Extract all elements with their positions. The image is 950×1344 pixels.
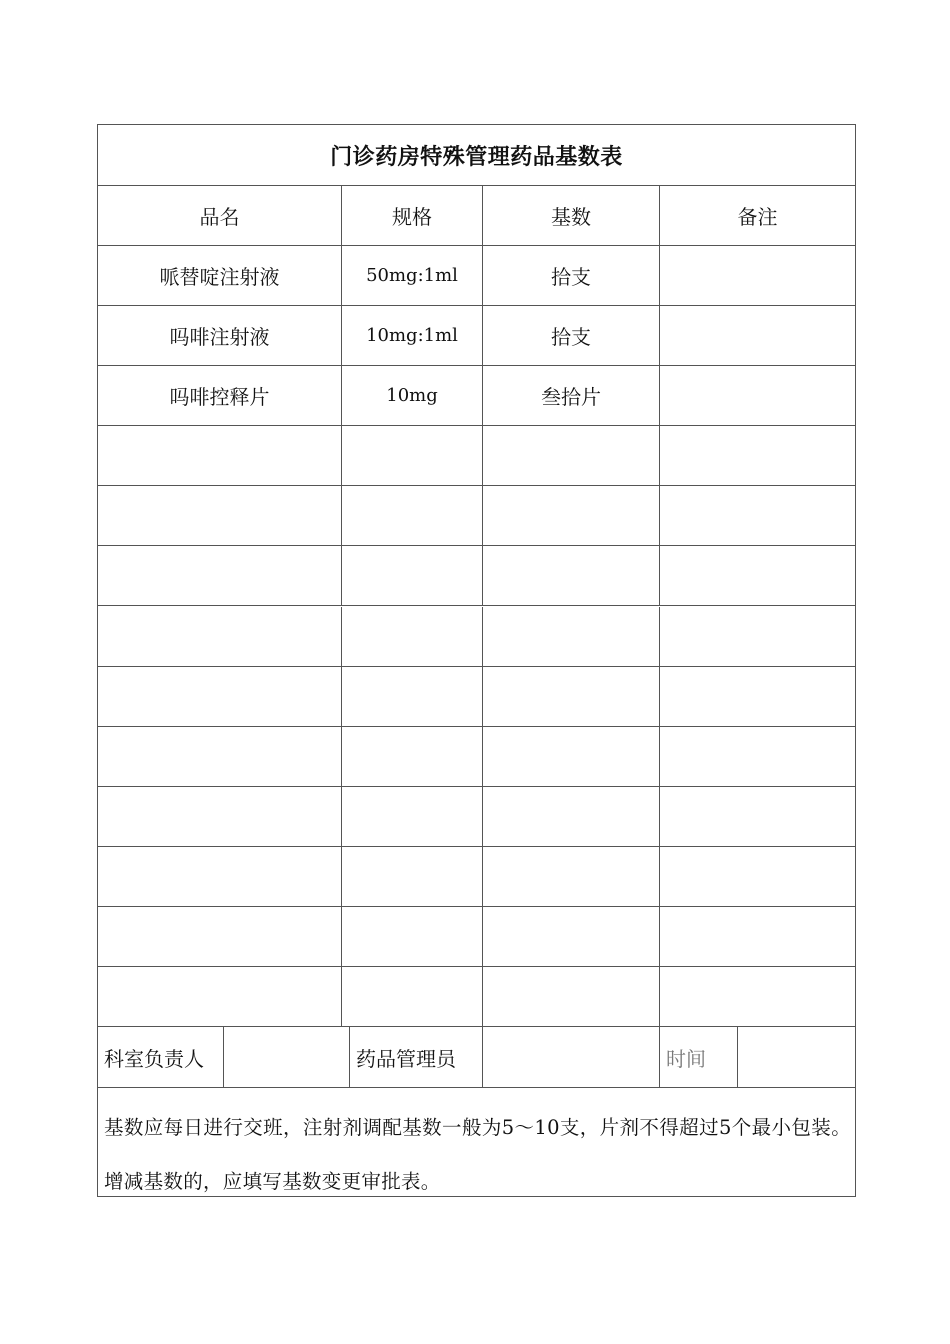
cell-spec[interactable] <box>342 727 483 786</box>
column-header-base: 基数 <box>483 186 660 245</box>
cell-name: 哌替啶注射液 <box>98 246 342 305</box>
table-row <box>98 727 855 787</box>
cell-spec: 50mg:1ml <box>342 246 483 305</box>
cell-base: 叁拾片 <box>483 366 660 425</box>
cell-spec[interactable] <box>342 426 483 485</box>
cell-name[interactable] <box>98 667 342 726</box>
cell-spec[interactable] <box>342 546 483 605</box>
signature-row <box>98 1027 855 1088</box>
cell-name[interactable] <box>98 607 342 666</box>
table-header-row <box>98 186 855 246</box>
cell-base[interactable] <box>483 607 660 666</box>
cell-name[interactable] <box>98 727 342 786</box>
cell-spec[interactable] <box>342 847 483 906</box>
cell-name: 吗啡控释片 <box>98 366 342 425</box>
cell-spec[interactable] <box>342 486 483 545</box>
time-field[interactable] <box>738 1027 855 1087</box>
cell-note[interactable] <box>660 306 855 365</box>
cell-note[interactable] <box>660 847 855 906</box>
column-header-name: 品名 <box>98 186 342 245</box>
table-row <box>98 787 855 847</box>
cell-spec[interactable] <box>342 907 483 966</box>
column-header-note: 备注 <box>737 205 778 229</box>
table-row <box>98 426 855 486</box>
time-label: 时间 <box>660 1027 738 1087</box>
table-row <box>98 667 855 727</box>
cell-base[interactable] <box>483 847 660 906</box>
cell-note[interactable] <box>660 486 855 545</box>
cell-base[interactable] <box>483 907 660 966</box>
cell-base[interactable] <box>483 486 660 545</box>
table-row <box>98 607 855 667</box>
table-row <box>98 546 855 606</box>
form-title-row <box>98 125 855 186</box>
cell-note[interactable] <box>660 907 855 966</box>
cell-note[interactable] <box>660 366 855 425</box>
footnote-text: 基数应每日进行交班，注射剂调配基数一般为5～10支，片剂不得超过5个最小包装。增减基数的，应填写基数变更审批表。 <box>104 1116 851 1193</box>
column-header-spec: 规格 <box>342 186 483 245</box>
cell-base[interactable] <box>483 426 660 485</box>
cell-note[interactable] <box>660 667 855 726</box>
cell-note[interactable] <box>660 787 855 846</box>
cell-name[interactable] <box>98 967 342 1026</box>
cell-base: 拾支 <box>483 306 660 365</box>
cell-name[interactable] <box>98 787 342 846</box>
cell-note[interactable] <box>660 727 855 786</box>
table-row <box>98 246 855 306</box>
cell-spec[interactable] <box>342 967 483 1026</box>
dept-head-label: 科室负责人 <box>98 1027 224 1087</box>
cell-spec[interactable] <box>342 787 483 846</box>
cell-spec: 10mg:1ml <box>342 306 483 365</box>
cell-name[interactable] <box>98 907 342 966</box>
table-row <box>98 847 855 907</box>
cell-note[interactable] <box>660 607 855 666</box>
drug-base-form <box>97 124 856 1197</box>
cell-spec[interactable] <box>342 607 483 666</box>
footnote-row <box>98 1088 855 1196</box>
cell-base[interactable] <box>483 546 660 605</box>
form-title: 门诊药房特殊管理药品基数表 <box>330 143 623 170</box>
table-row <box>98 366 855 426</box>
dept-head-field[interactable] <box>224 1027 350 1087</box>
cell-spec: 10mg <box>342 366 483 425</box>
cell-note[interactable] <box>660 967 855 1026</box>
table-row <box>98 907 855 967</box>
cell-base[interactable] <box>483 967 660 1026</box>
table-row <box>98 486 855 546</box>
cell-note[interactable] <box>660 426 855 485</box>
cell-name[interactable] <box>98 546 342 605</box>
cell-name: 吗啡注射液 <box>98 306 342 365</box>
cell-name[interactable] <box>98 486 342 545</box>
drug-manager-label: 药品管理员 <box>350 1027 483 1087</box>
cell-base: 拾支 <box>483 246 660 305</box>
cell-note[interactable] <box>660 246 855 305</box>
cell-name[interactable] <box>98 847 342 906</box>
cell-spec[interactable] <box>342 667 483 726</box>
cell-note[interactable] <box>660 546 855 605</box>
cell-base[interactable] <box>483 787 660 846</box>
table-row <box>98 967 855 1027</box>
cell-base[interactable] <box>483 667 660 726</box>
drug-manager-field[interactable] <box>483 1027 660 1087</box>
table-row <box>98 306 855 366</box>
cell-base[interactable] <box>483 727 660 786</box>
cell-name[interactable] <box>98 426 342 485</box>
